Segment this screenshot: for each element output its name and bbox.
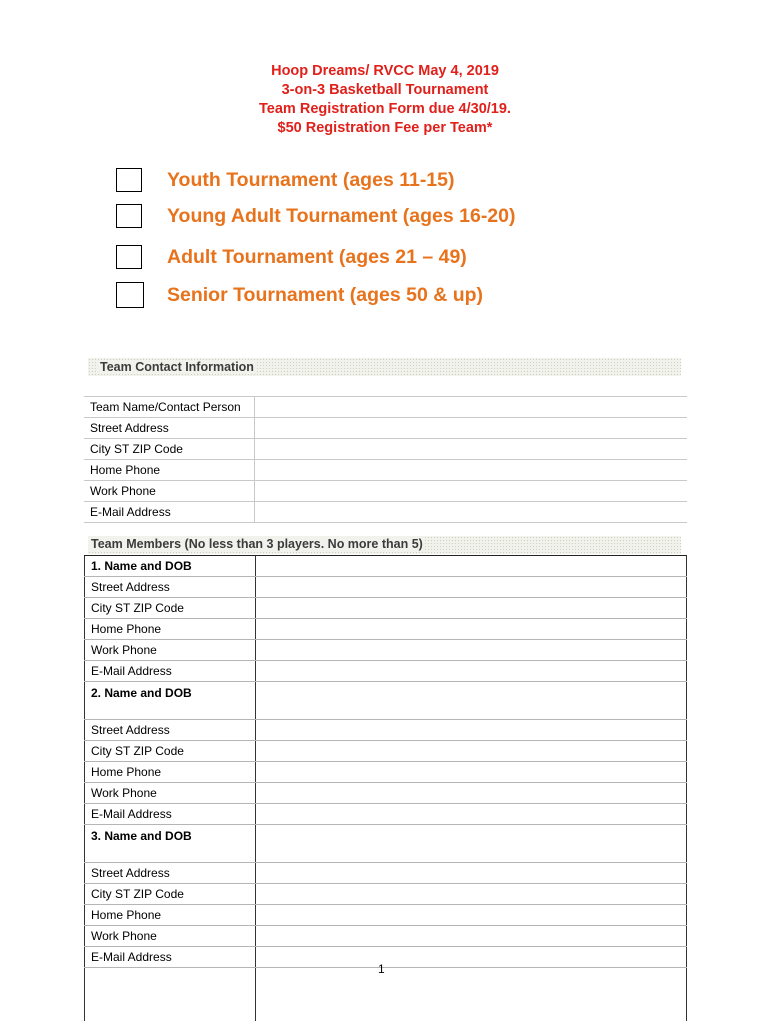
row-label: Street Address	[84, 418, 255, 439]
player-1-home-phone-field[interactable]	[256, 619, 687, 640]
option-adult	[116, 243, 616, 271]
player-1-work-phone-field[interactable]	[256, 640, 687, 661]
table-row	[85, 783, 687, 804]
player-2-name-label: 2. Name and DOB	[85, 682, 256, 720]
row-label: City ST ZIP Code	[85, 598, 256, 619]
player-3-name-label: 3. Name and DOB	[85, 825, 256, 863]
player-3-email-field[interactable]	[256, 947, 687, 968]
table-row	[84, 439, 687, 460]
player-2-work-phone-field[interactable]	[256, 783, 687, 804]
option-label-young-adult: Young Adult Tournament (ages 16-20)	[167, 204, 516, 227]
row-label: Home Phone	[85, 619, 256, 640]
row-label: E-Mail Address	[85, 661, 256, 682]
table-row	[85, 682, 687, 720]
table-row	[84, 418, 687, 439]
work-phone-field[interactable]	[255, 481, 688, 502]
player-1-city-field[interactable]	[256, 598, 687, 619]
player-3-city-field[interactable]	[256, 884, 687, 905]
page-number: 1	[378, 962, 385, 976]
table-row	[84, 397, 687, 418]
row-label: Work Phone	[85, 783, 256, 804]
table-row	[85, 825, 687, 863]
table-row	[85, 640, 687, 661]
table-row	[85, 556, 687, 577]
player-2-city-field[interactable]	[256, 741, 687, 762]
table-row	[85, 905, 687, 926]
row-label: Home Phone	[85, 905, 256, 926]
empty-label-cell	[85, 968, 256, 1022]
team-name-field[interactable]	[255, 397, 688, 418]
table-row	[84, 481, 687, 502]
row-label: City ST ZIP Code	[85, 741, 256, 762]
adult-checkbox[interactable]	[116, 245, 142, 269]
row-label: Work Phone	[85, 926, 256, 947]
continuation-field[interactable]	[256, 968, 687, 1022]
row-label: Street Address	[85, 863, 256, 884]
members-section-title: Team Members (No less than 3 players. No more than 5)	[91, 537, 423, 551]
row-label: City ST ZIP Code	[85, 884, 256, 905]
option-label-adult: Adult Tournament (ages 21 – 49)	[167, 245, 467, 268]
player-2-home-phone-field[interactable]	[256, 762, 687, 783]
table-row	[85, 619, 687, 640]
player-3-street-field[interactable]	[256, 863, 687, 884]
youth-checkbox[interactable]	[116, 168, 142, 192]
row-label: Work Phone	[85, 640, 256, 661]
row-label: Home Phone	[84, 460, 255, 481]
player-2-email-field[interactable]	[256, 804, 687, 825]
table-row	[85, 804, 687, 825]
option-label-senior: Senior Tournament (ages 50 & up)	[167, 283, 484, 306]
table-row	[85, 741, 687, 762]
player-1-name-field[interactable]	[256, 556, 687, 577]
city-st-zip-field[interactable]	[255, 439, 688, 460]
street-address-field[interactable]	[255, 418, 688, 439]
row-label: Street Address	[85, 720, 256, 741]
header-line-2: 3-on-3 Basketball Tournament	[281, 82, 489, 98]
form-header	[0, 62, 770, 138]
row-label: Home Phone	[85, 762, 256, 783]
row-label: E-Mail Address	[85, 947, 256, 968]
home-phone-field[interactable]	[255, 460, 688, 481]
header-line-4: $50 Registration Fee per Team*	[277, 120, 493, 136]
player-1-street-field[interactable]	[256, 577, 687, 598]
row-label: Work Phone	[84, 481, 255, 502]
option-youth	[116, 166, 616, 194]
row-label: E-Mail Address	[84, 502, 255, 523]
table-row	[85, 947, 687, 968]
young-adult-checkbox[interactable]	[116, 204, 142, 228]
table-row	[85, 762, 687, 783]
members-table	[84, 555, 687, 1021]
table-row	[85, 968, 687, 1022]
header-line-3: Team Registration Form due 4/30/19.	[259, 101, 511, 117]
player-2-street-field[interactable]	[256, 720, 687, 741]
senior-checkbox[interactable]	[116, 282, 144, 308]
table-row	[85, 577, 687, 598]
header-line-1: Hoop Dreams/ RVCC May 4, 2019	[271, 63, 499, 79]
player-1-name-label: 1. Name and DOB	[85, 556, 256, 577]
table-row	[85, 926, 687, 947]
table-row	[84, 502, 687, 523]
table-row	[85, 720, 687, 741]
table-row	[84, 460, 687, 481]
row-label: E-Mail Address	[85, 804, 256, 825]
player-3-home-phone-field[interactable]	[256, 905, 687, 926]
contact-table	[84, 396, 687, 523]
row-label: City ST ZIP Code	[84, 439, 255, 460]
option-label-youth: Youth Tournament (ages 11-15)	[167, 168, 455, 191]
player-2-name-field[interactable]	[256, 682, 687, 720]
email-field[interactable]	[255, 502, 688, 523]
table-row	[85, 884, 687, 905]
player-3-work-phone-field[interactable]	[256, 926, 687, 947]
table-row	[85, 661, 687, 682]
option-young-adult	[116, 202, 616, 230]
player-3-name-field[interactable]	[256, 825, 687, 863]
contact-section-title: Team Contact Information	[100, 360, 254, 374]
row-label: Team Name/Contact Person	[84, 397, 255, 418]
table-row	[85, 598, 687, 619]
table-row	[85, 863, 687, 884]
option-senior	[116, 281, 616, 309]
row-label: Street Address	[85, 577, 256, 598]
player-1-email-field[interactable]	[256, 661, 687, 682]
